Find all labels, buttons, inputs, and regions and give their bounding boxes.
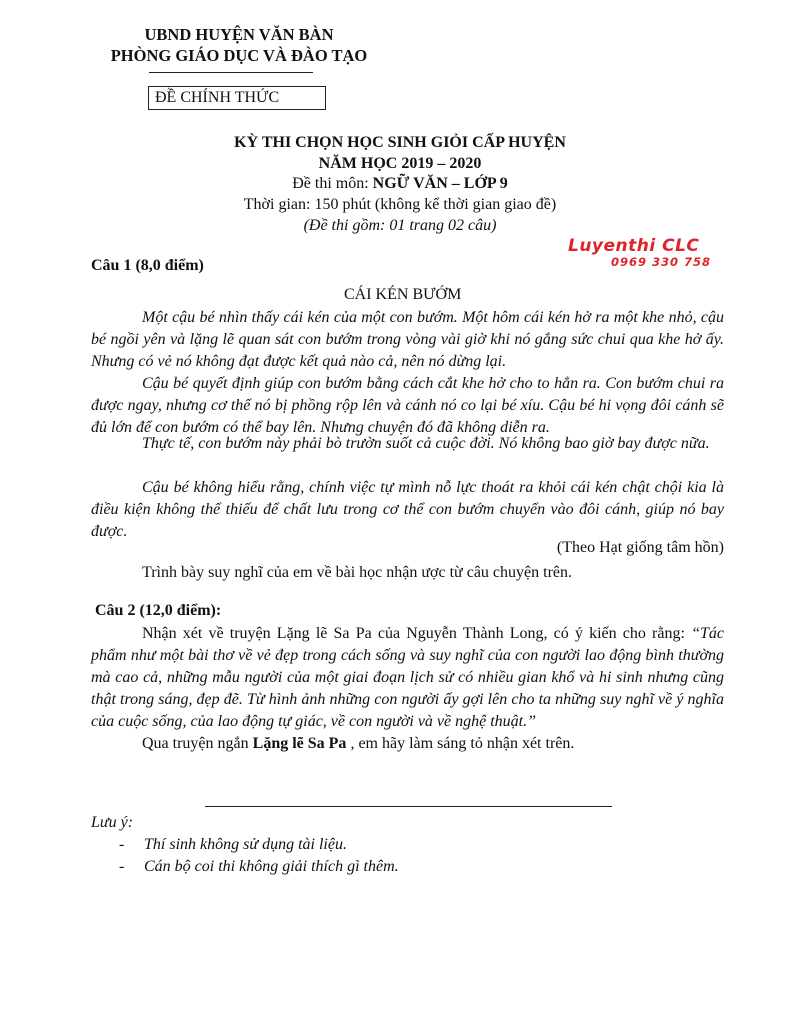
q1-story-title: CÁI KÉN BƯỚM [344, 286, 462, 303]
exam-subject [0, 175, 800, 193]
header-authority: UBND HUYỆN VĂN BÀN [144, 25, 334, 44]
official-box [148, 86, 326, 110]
exam-time: Thời gian: 150 phút (không kể thời gian giao đề) [243, 196, 557, 213]
note-bullet: - [119, 858, 125, 875]
q1-source: (Theo Hạt giống tâm hồn) [556, 539, 724, 556]
q2-paragraph [91, 623, 724, 733]
q1-paragraph-2: Cậu bé quyết định giúp con bướm bằng cách cắt khe hở cho to hẳn ra. Con bướm chui ra được ngay, nhưng cơ thể nó bị phồng rộp lên và cánh nó co lại bé xíu. Cậu bé hi vọng đôi cánh sẽ đủ lớn để con bướm có thể bay lên. Nhưng chuyện đó đã không diễn ra. [91, 375, 724, 436]
q2-task-title: Lặng lẽ Sa Pa [252, 735, 347, 752]
notes-label: Lưu ý: [91, 814, 134, 831]
end-separator [205, 806, 612, 807]
note-item-text: Thí sinh không sử dụng tài liệu. [144, 836, 347, 853]
watermark-phone: 0969 330 758 [611, 255, 712, 269]
exam-title: KỲ THI CHỌN HỌC SINH GIỎI CẤP HUYỆN [234, 134, 566, 151]
exam-subject-prefix: Đề thi môn: [292, 175, 373, 192]
q2-intro: Nhận xét về truyện Lặng lẽ Sa Pa của Nguyễn Thành Long, có ý kiến cho rằng: [142, 625, 692, 642]
q1-paragraph-1: Một cậu bé nhìn thấy cái kén của một con bướm. Một hôm cái kén hở ra một khe nhỏ, cậu bé ngồi yên và lặng lẽ quan sát con bướm trong vòng vài giờ khi nó gắng sức chui qua khe hở ấy. Nhưng có vẻ nó không đạt được kết quả nào cả, nên nó dừng lại. [91, 309, 724, 370]
exam-pages: (Đề thi gồm: 01 trang 02 câu) [303, 217, 497, 234]
q1-paragraph-4: Cậu bé không hiểu rằng, chính việc tự mình nỗ lực thoát ra khỏi cái kén chật chội kia là điều kiện không thể thiếu để chất lưu trong cơ thể con bướm chuyển vào đôi cánh, giúp nó bay được. [91, 479, 724, 540]
q2-task [91, 733, 724, 755]
header-underline [149, 72, 313, 73]
q2-label: Câu 2 (12,0 điểm): [95, 602, 222, 619]
q1-task: Trình bày suy nghĩ của em về bài học nhận ược từ câu chuyện trên. [142, 564, 572, 581]
q2-task-suffix: , em hãy làm sáng tỏ nhận xét trên. [346, 735, 575, 752]
exam-subject-name: NGỮ VĂN – LỚP 9 [372, 175, 508, 192]
q2-task-prefix: Qua truyện ngắn [142, 735, 253, 752]
q1-label: Câu 1 (8,0 điểm) [91, 257, 204, 274]
note-bullet: - [119, 836, 125, 853]
note-item [119, 836, 347, 854]
note-item-text: Cán bộ coi thi không giải thích gì thêm. [144, 858, 399, 875]
header-department: PHÒNG GIÁO DỤC VÀ ĐÀO TẠO [110, 46, 368, 65]
q2-quote: “Tác phẩm như một bài thơ về vẻ đẹp trong cách sống và suy nghĩ của con người lao động bình thường mà cao cả, những mẫu người của một giai đoạn lịch sử có nhiều gian khổ và hi sinh nhưng cũng thật trong sáng, đẹp đẽ. Từ hình ảnh những con người ấy gợi lên cho ta những suy nghĩ về ý nghĩa của cuộc sống, của lao động tự giác, về con người và về nghệ thuật.” [91, 625, 724, 730]
official-box-label: ĐỀ CHÍNH THỨC [155, 89, 280, 106]
q1-paragraph-3: Thực tế, con bướm này phải bò trườn suốt cả cuộc đời. Nó không bao giờ bay được nữa. [142, 435, 710, 452]
watermark-name: Luyenthi CLC [568, 236, 700, 256]
exam-year: NĂM HỌC 2019 – 2020 [318, 155, 482, 172]
note-item [119, 858, 399, 876]
